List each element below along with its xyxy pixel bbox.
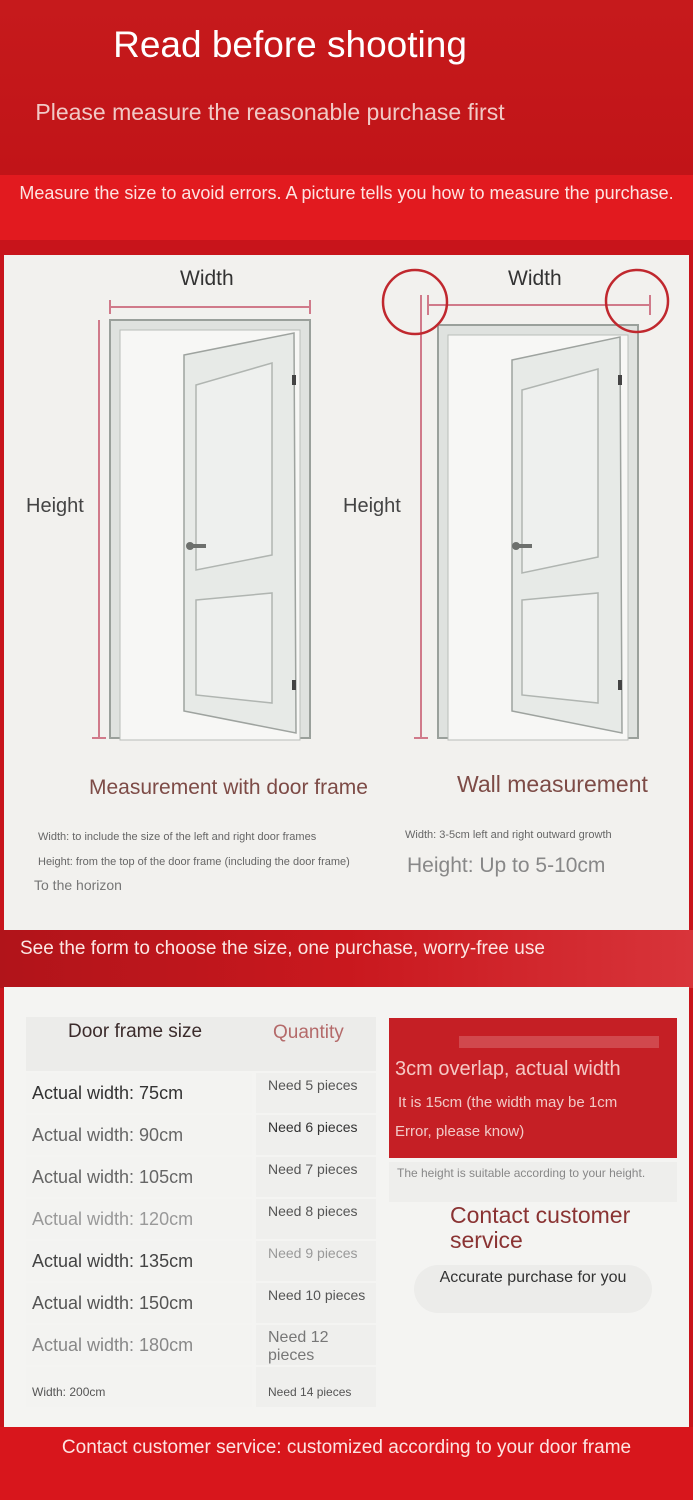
- table-row-qty: Need 14 pieces: [256, 1367, 376, 1407]
- left-width-label: Width: [180, 267, 234, 290]
- measurement-diagram-panel: [4, 255, 689, 930]
- table-row-qty: Need 10 pieces: [256, 1283, 376, 1323]
- table-row-qty: Need 7 pieces: [256, 1157, 376, 1197]
- right-note-width: Width: 3-5cm left and right outward growth: [405, 829, 612, 841]
- right-note-height: Height: Up to 5-10cm: [407, 854, 606, 877]
- overlap-line2: It is 15cm (the width may be 1cm: [398, 1094, 618, 1111]
- footer-band: [0, 1427, 693, 1500]
- table-row: Actual width: 90cm: [26, 1115, 252, 1155]
- table-row: Actual width: 105cm: [26, 1157, 252, 1197]
- table-row-qty: Need 6 pieces: [256, 1115, 376, 1155]
- header-banner: [0, 0, 693, 175]
- accurate-purchase-button[interactable]: Accurate purchase for you: [414, 1265, 652, 1313]
- height-note: The height is suitable according to your height.: [397, 1166, 646, 1180]
- right-door-illustration: [438, 325, 638, 740]
- overlap-line3: Error, please know): [395, 1123, 525, 1140]
- right-height-label: Height: [343, 495, 401, 517]
- table-row-qty: Need 9 pieces: [256, 1241, 376, 1281]
- table-row-qty: Need 12 pieces: [256, 1325, 376, 1365]
- right-caption: Wall measurement: [457, 771, 648, 797]
- measure-instruction-band: [0, 175, 693, 240]
- measure-instruction-text: Measure the size to avoid errors. A picture tells you how to measure the purchase.: [19, 183, 674, 203]
- table-row: Actual width: 180cm: [26, 1325, 252, 1365]
- left-note-height: Height: from the top of the door frame (including the door frame): [38, 856, 350, 868]
- header-size: Door frame size: [68, 1021, 203, 1042]
- table-row-qty: Need 8 pieces: [256, 1199, 376, 1239]
- right-width-label: Width: [508, 267, 562, 290]
- table-row: Actual width: 150cm: [26, 1283, 252, 1323]
- blurred-text-strip: [459, 1036, 659, 1048]
- size-form-text: See the form to choose the size, one purchase, worry-free use: [20, 938, 545, 959]
- overlap-note-card: [389, 1018, 677, 1158]
- left-caption: Measurement with door frame: [89, 776, 368, 799]
- left-note-horizon: To the horizon: [34, 877, 122, 893]
- left-note-width: Width: to include the size of the left and right door frames: [38, 831, 317, 843]
- table-row: Actual width: 135cm: [26, 1241, 252, 1281]
- footer-text: Contact customer service: customized according to your door frame: [61, 1437, 632, 1458]
- height-note-box: [389, 1162, 677, 1202]
- table-row: Actual width: 120cm: [26, 1199, 252, 1239]
- page-title: Read before shooting: [113, 24, 467, 65]
- left-height-label: Height: [26, 495, 84, 517]
- header-quantity: Quantity: [273, 1022, 344, 1043]
- size-form-band: [0, 930, 693, 988]
- table-row: Actual width: 75cm: [26, 1073, 252, 1113]
- table-row-qty: Need 5 pieces: [256, 1073, 376, 1113]
- left-door-illustration: [110, 320, 310, 740]
- overlap-line1: 3cm overlap, actual width: [395, 1058, 621, 1080]
- table-row: Width: 200cm: [26, 1367, 252, 1407]
- table-header: [26, 1017, 376, 1071]
- page-subtitle: Please measure the reasonable purchase first: [35, 99, 505, 125]
- contact-title: Contact customer service: [450, 1202, 631, 1253]
